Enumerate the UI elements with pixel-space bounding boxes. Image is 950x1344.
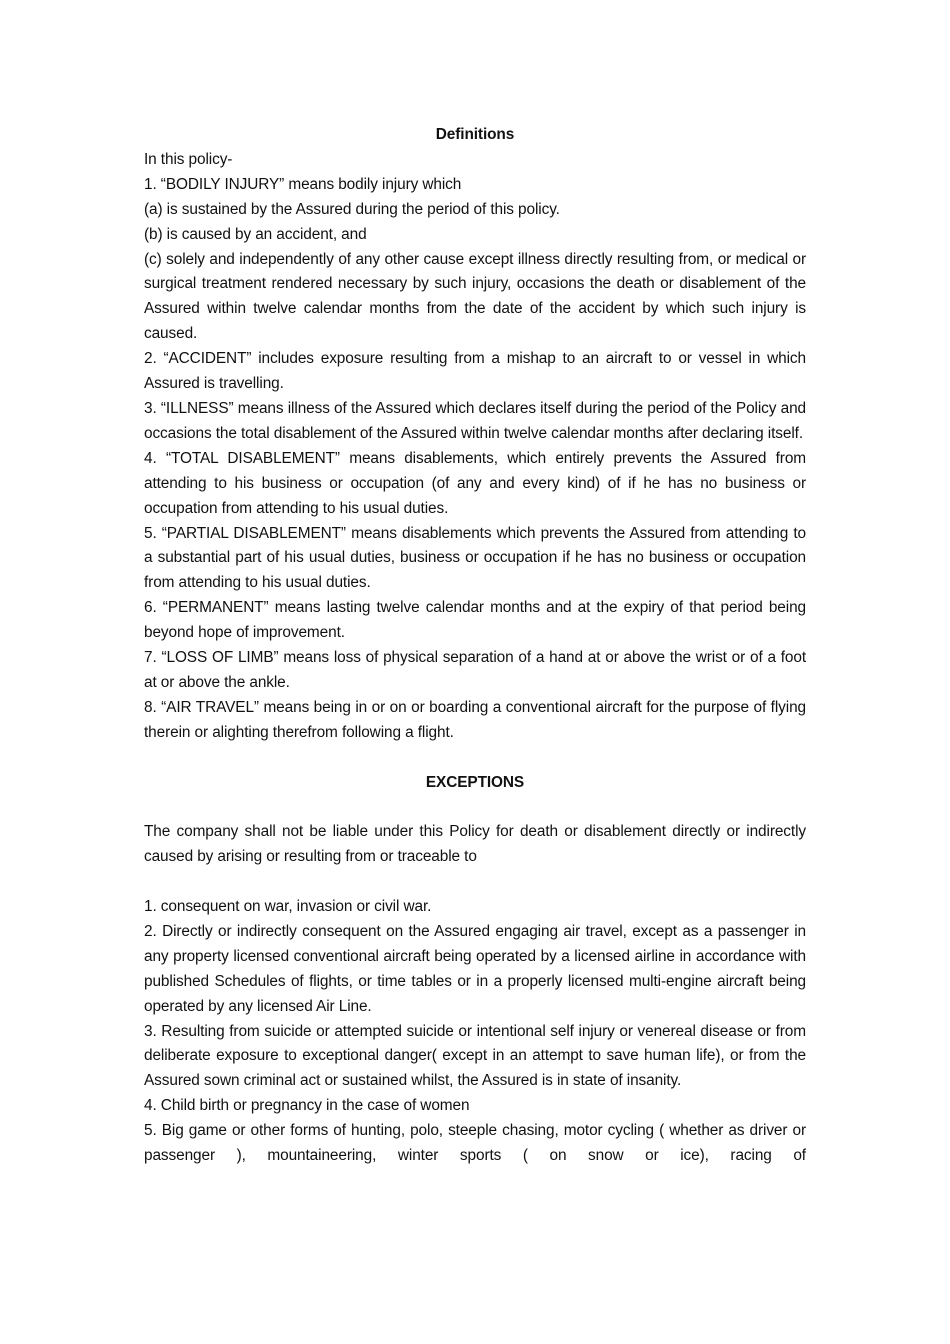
definition-item: (a) is sustained by the Assured during the period of this policy. [144,200,560,218]
definition-item: (c) solely and independently of any other cause except illness directly resulting from, or medical or surgical treatment rendered necessary by such injury, occasions the death or disablement of the Assured within twelve calendar months from the date of the accident by which such injury is caused. [144,250,806,343]
exceptions-intro: The company shall not be liable under this Policy for death or disablement directly or indirectly caused by arising or resulting from or traceable to [144,823,806,866]
exception-item: 4. Child birth or pregnancy in the case of women [144,1097,470,1115]
spacer [144,746,806,771]
spacer [144,795,806,820]
exception-item: 2. Directly or indirectly consequent on the Assured engaging air travel, except as a passenger in any property licensed conventional aircraft being operated by a licensed airline in accordance with published Schedules of flights, or time tables or in a properly licensed multi-engine aircraft being operated by any licensed Air Line. [144,922,806,1015]
definition-item: (b) is caused by an accident, and [144,225,367,243]
definitions-heading: Definitions [435,126,515,143]
definition-item: 6. “PERMANENT” means lasting twelve calendar months and at the expiry of that period being beyond hope of improvement. [144,599,806,642]
spacer [144,870,806,895]
definition-item: 1. “BODILY INJURY” means bodily injury which [144,175,462,193]
exception-item: 3. Resulting from suicide or attempted suicide or intentional self injury or venereal disease or from deliberate exposure to exceptional danger( except in an attempt to save human life), or from the Assured sown criminal act or sustained whilst, the Assured is in state of insanity. [144,1022,806,1090]
definition-item: 5. “PARTIAL DISABLEMENT” means disablements which prevents the Assured from attending to a substantial part of his usual duties, business or occupation if he has no business or occupation from attending to his usual duties. [144,524,806,592]
definition-item: 4. “TOTAL DISABLEMENT” means disablements, which entirely prevents the Assured from attending to his business or occupation (of any and every kind) of if he has no business or occupation from attending to his usual duties. [144,449,806,517]
document-page [144,123,806,1169]
definition-item: 2. “ACCIDENT” includes exposure resulting from a mishap to an aircraft to or vessel in which Assured is travelling. [144,350,806,393]
exceptions-list [144,895,806,1169]
exception-item: 5. Big game or other forms of hunting, polo, steeple chasing, motor cycling ( whether as driver or passenger ), mountaineering, winter sports ( on snow or ice), racing of [144,1122,806,1165]
definition-item: 3. “ILLNESS” means illness of the Assured which declares itself during the period of the Policy and occasions the total disablement of the Assured within twelve calendar months after declaring itself. [144,399,806,442]
exceptions-heading: EXCEPTIONS [425,773,525,791]
definition-item: 7. “LOSS OF LIMB” means loss of physical separation of a hand at or above the wrist or of a foot at or above the ankle. [144,649,806,691]
exception-item: 1. consequent on war, invasion or civil war. [144,898,432,916]
definitions-intro: In this policy- [144,150,233,168]
definitions-list [144,173,806,746]
definition-item: 8. “AIR TRAVEL” means being in or on or boarding a conventional aircraft for the purpose of flying therein or alighting therefrom following a flight. [144,698,806,741]
